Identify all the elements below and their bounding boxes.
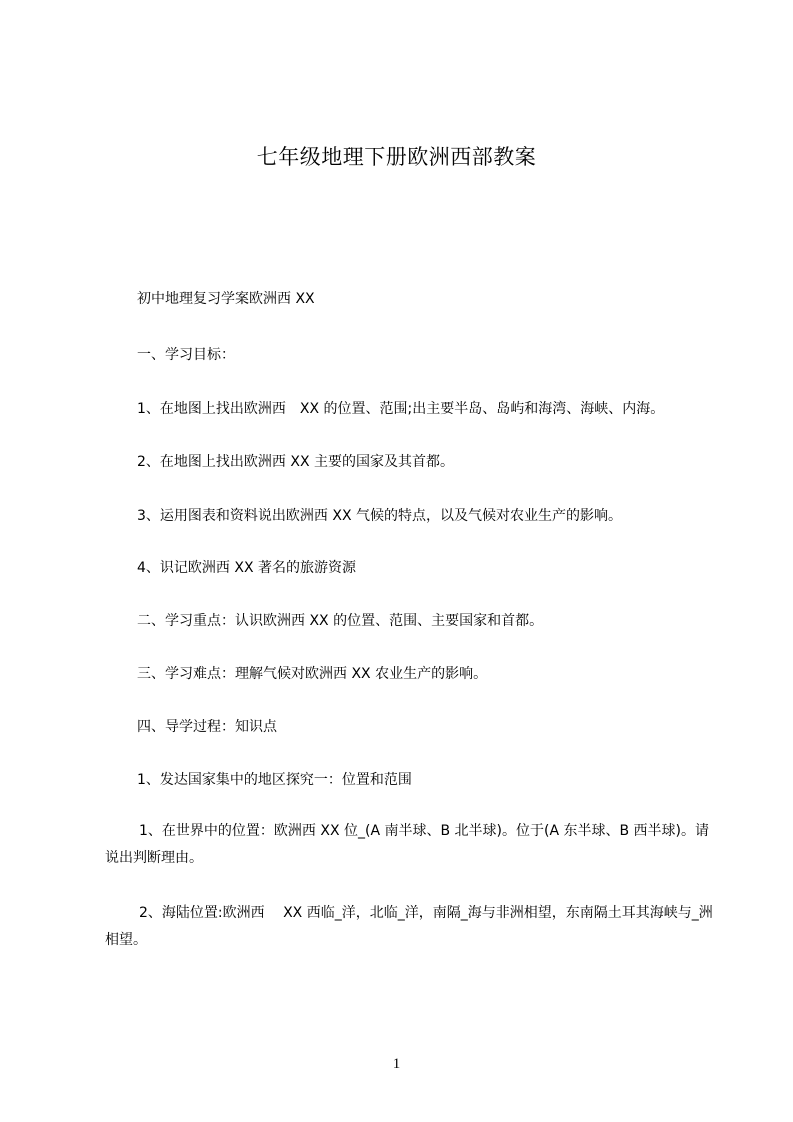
section-heading-goals: 一、学习目标： — [137, 347, 235, 363]
goal-item-2: 2、在地图上找出欧洲西 XX 主要的国家及其首都。 — [137, 454, 454, 470]
section-heading-process: 四、导学过程：知识点 — [137, 719, 277, 735]
paragraph-world-position — [105, 818, 715, 872]
paragraph-land-sea-position — [105, 900, 715, 954]
page-number: 1 — [392, 1056, 401, 1072]
subtitle-line: 初中地理复习学案欧洲西 XX — [137, 291, 315, 307]
goal-item-1: 1、在地图上找出欧洲西 XX 的位置、范围;出主要半岛、岛屿和海湾、海峡、内海。 — [137, 401, 665, 417]
goal-item-3: 3、运用图表和资料说出欧洲西 XX 气候的特点，以及气候对农业生产的影响。 — [137, 508, 622, 524]
paragraph-text: 1、在世界中的位置：欧洲西 XX 位_(A 南半球、B 北半球)。位于(A 东半球、B 西半球)。请说出判断理由。 — [105, 823, 709, 866]
exploration-heading: 1、发达国家集中的地区探究一：位置和范围 — [137, 772, 412, 788]
section-heading-difficulties: 三、学习难点：理解气候对欧洲西 XX 农业生产的影响。 — [137, 666, 488, 682]
paragraph-text: 2、海陆位置:欧洲西 XX 西临_洋，北临_洋，南隔_海与非洲相望，东南隔土耳其海峡与_洲相望。 — [105, 905, 713, 948]
section-heading-key-points: 二、学习重点：认识欧洲西 XX 的位置、范围、主要国家和首都。 — [137, 613, 544, 629]
goal-item-4: 4、识记欧洲西 XX 著名的旅游资源 — [137, 560, 356, 576]
document-title: 七年级地理下册欧洲西部教案 — [256, 145, 537, 169]
